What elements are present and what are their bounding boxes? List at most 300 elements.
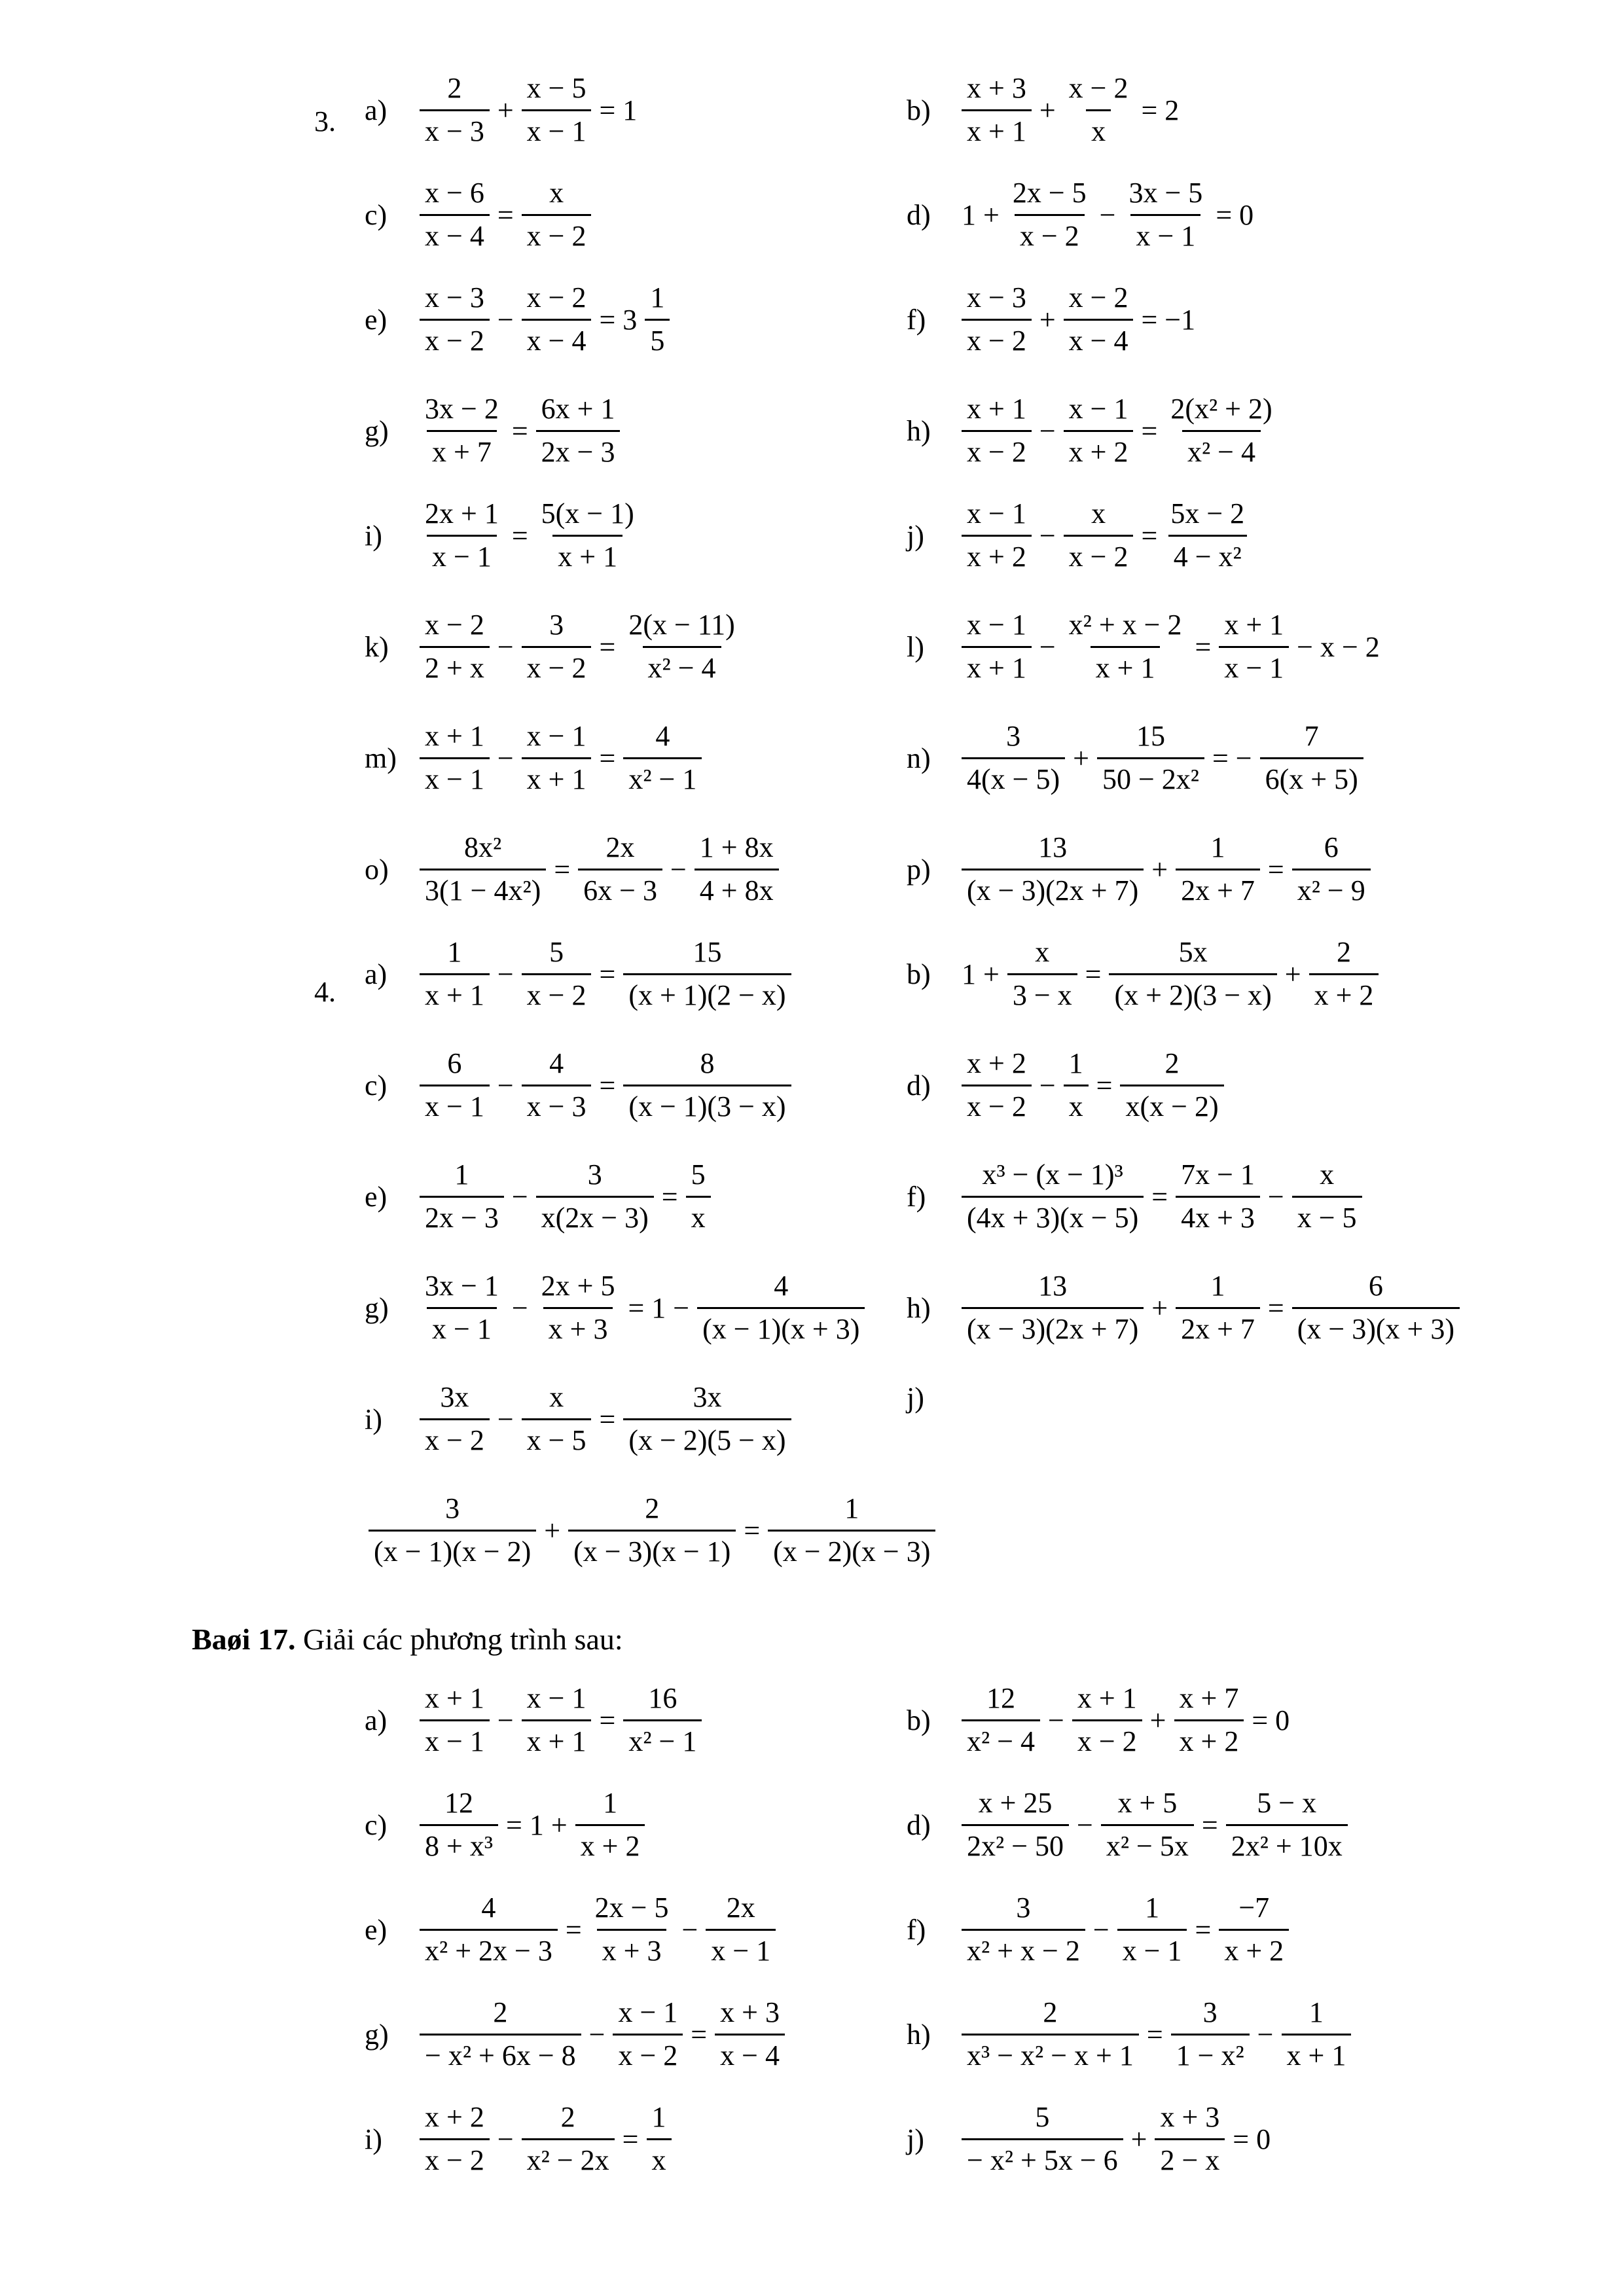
operator: + xyxy=(1284,958,1301,990)
operator: − xyxy=(497,958,514,990)
section3-problem xyxy=(365,497,643,573)
fraction xyxy=(522,609,592,685)
numerator: −7 xyxy=(1238,1892,1270,1924)
denominator: 6x − 3 xyxy=(578,869,662,908)
problem-label: h) xyxy=(907,414,931,447)
fraction xyxy=(962,1787,1069,1863)
denominator: x + 1 xyxy=(420,973,490,1013)
fraction xyxy=(1097,720,1204,796)
fraction xyxy=(647,2101,672,2177)
fraction xyxy=(962,1682,1040,1758)
fraction xyxy=(420,1682,490,1758)
numerator: 5x − 2 xyxy=(1170,497,1245,529)
section3-problem xyxy=(907,72,1183,148)
numerator: x + 1 xyxy=(425,1682,484,1714)
fraction xyxy=(1292,831,1371,907)
denominator: x − 2 xyxy=(420,2138,490,2178)
equation xyxy=(416,72,641,148)
operator: = xyxy=(511,519,528,552)
fraction xyxy=(962,497,1032,573)
fraction xyxy=(522,72,592,148)
problem-label: f) xyxy=(907,1180,926,1213)
numerator: x + 2 xyxy=(967,1047,1026,1079)
section4-problem xyxy=(365,1381,795,1457)
fraction xyxy=(420,281,490,357)
fraction xyxy=(962,2101,1123,2177)
equation xyxy=(958,1682,1293,1758)
numerator: x − 5 xyxy=(526,72,586,104)
operator: = xyxy=(1201,1808,1218,1841)
operator: − xyxy=(1039,630,1056,663)
fraction xyxy=(420,177,490,253)
equation xyxy=(416,1892,780,1967)
fraction xyxy=(578,831,662,907)
fraction xyxy=(962,609,1032,685)
fraction xyxy=(962,1047,1032,1123)
fraction xyxy=(536,393,621,469)
section4-problem xyxy=(365,1047,795,1123)
numerator: 4 xyxy=(655,720,670,752)
operator: = 2 xyxy=(1141,94,1180,126)
numerator: x − 6 xyxy=(425,177,484,209)
denominator: 5 xyxy=(645,319,670,358)
denominator: x(x − 2) xyxy=(1120,1085,1223,1124)
equation xyxy=(416,1270,869,1346)
problem-label: m) xyxy=(365,742,397,774)
denominator: x + 1 xyxy=(962,646,1032,685)
fraction xyxy=(623,609,740,685)
numerator: 5 xyxy=(691,1158,706,1191)
fraction xyxy=(962,1996,1139,2072)
denominator: (x − 3)(2x + 7) xyxy=(962,869,1144,908)
operator: = xyxy=(511,414,528,447)
numerator: 1 xyxy=(1210,1270,1225,1302)
fraction xyxy=(420,497,504,573)
section4-problem xyxy=(907,1270,1464,1346)
operator: = − xyxy=(1212,742,1252,774)
section4-problem-j-equation xyxy=(365,1492,939,1568)
denominator: x + 3 xyxy=(597,1929,667,1968)
numerator: 12 xyxy=(444,1787,473,1819)
denominator: x xyxy=(647,2138,672,2178)
operator: = xyxy=(1096,1069,1113,1102)
numerator: 3 xyxy=(1016,1892,1031,1924)
operator: + xyxy=(1149,1704,1166,1736)
section3-problem xyxy=(907,720,1367,796)
operator: = 1 + xyxy=(506,1808,568,1841)
operator: − x − 2 xyxy=(1297,630,1380,663)
denominator: 4x + 3 xyxy=(1176,1196,1260,1235)
section17-problem xyxy=(365,1682,706,1758)
operator: + xyxy=(1151,1291,1168,1324)
denominator: 6(x + 5) xyxy=(1260,757,1363,797)
fraction xyxy=(420,1996,581,2072)
operator: + xyxy=(1073,742,1089,774)
denominator: x² − 2x xyxy=(522,2138,615,2178)
numerator: 2 xyxy=(1164,1047,1180,1079)
operator: − xyxy=(497,1704,514,1736)
denominator: x² − 4 xyxy=(1182,430,1261,469)
section17-problem xyxy=(907,1892,1293,1967)
numerator: 2x xyxy=(726,1892,755,1924)
denominator: x + 1 xyxy=(552,535,623,574)
denominator: 1 − x² xyxy=(1171,2034,1250,2073)
operator: = xyxy=(599,1403,616,1435)
section4-problem xyxy=(907,1047,1228,1123)
problem-label: g) xyxy=(365,414,389,447)
numerator: 2 xyxy=(645,1492,660,1524)
equation xyxy=(416,936,795,1012)
equation xyxy=(958,1892,1293,1967)
numerator: 13 xyxy=(1038,1270,1068,1302)
fraction xyxy=(962,720,1065,796)
problem-label: l) xyxy=(907,630,924,663)
exercise-heading-bold: Baøi 17. xyxy=(192,1623,296,1656)
operator: + xyxy=(1151,853,1168,886)
denominator: x − 1 xyxy=(420,1085,490,1124)
numerator: 2 xyxy=(1336,936,1351,968)
numerator: 13 xyxy=(1038,831,1068,863)
numerator: 7 xyxy=(1304,720,1319,752)
denominator: x + 1 xyxy=(522,757,592,797)
operator: = xyxy=(554,853,571,886)
denominator: x − 1 xyxy=(1130,214,1200,253)
numerator: 15 xyxy=(693,936,722,968)
fraction xyxy=(1064,609,1187,685)
fraction xyxy=(575,1787,645,1863)
fraction xyxy=(420,2101,490,2177)
denominator: x² + 2x − 3 xyxy=(420,1929,558,1968)
equation xyxy=(416,1682,706,1758)
section-3-number: 3. xyxy=(314,105,336,137)
equation xyxy=(416,2101,676,2177)
numerator: x + 3 xyxy=(720,1996,780,2028)
numerator: 1 xyxy=(844,1492,859,1524)
numerator: 1 xyxy=(650,281,665,314)
fraction xyxy=(1064,393,1134,469)
fraction xyxy=(420,831,546,907)
operator: = xyxy=(599,958,616,990)
denominator: 4 − x² xyxy=(1168,535,1247,574)
fraction xyxy=(1007,177,1092,253)
equation xyxy=(416,1996,789,2072)
operator: = xyxy=(622,2123,639,2155)
fraction xyxy=(623,1682,702,1758)
numerator: 3x xyxy=(440,1381,469,1413)
problem-label: n) xyxy=(907,742,931,774)
numerator: 2(x − 11) xyxy=(628,609,735,641)
denominator: x(2x − 3) xyxy=(536,1196,654,1235)
section17-problem xyxy=(907,2101,1274,2177)
numerator: x − 1 xyxy=(526,720,586,752)
fraction xyxy=(1064,497,1134,573)
denominator: x − 1 xyxy=(706,1929,776,1968)
fraction xyxy=(1176,831,1260,907)
numerator: x + 25 xyxy=(978,1787,1053,1819)
operator: − xyxy=(1039,519,1056,552)
problem-label: g) xyxy=(365,2018,389,2051)
numerator: 3 xyxy=(445,1492,460,1524)
operator: = xyxy=(599,1069,616,1102)
section4-problem xyxy=(365,936,795,1012)
numerator: 3x xyxy=(693,1381,722,1413)
numerator: x² + x − 2 xyxy=(1068,609,1182,641)
denominator: 2 + x xyxy=(420,646,490,685)
numerator: x − 2 xyxy=(1068,281,1128,314)
denominator: x + 1 xyxy=(962,109,1032,149)
fraction xyxy=(1165,497,1250,573)
numerator: x + 3 xyxy=(967,72,1026,104)
numerator: 5 − x xyxy=(1257,1787,1317,1819)
operator: − xyxy=(497,1403,514,1435)
denominator: x − 4 xyxy=(522,319,592,358)
denominator: x − 1 xyxy=(427,1307,497,1346)
fraction xyxy=(1120,1047,1223,1123)
denominator: x − 3 xyxy=(522,1085,592,1124)
denominator: (x − 1)(x + 3) xyxy=(697,1307,865,1346)
operator: = 0 xyxy=(1216,198,1254,231)
denominator: x + 2 xyxy=(575,1824,645,1863)
section3-problem xyxy=(365,393,624,469)
fraction xyxy=(420,609,490,685)
fraction xyxy=(1260,720,1363,796)
numerator: 8 xyxy=(700,1047,715,1079)
operator: 1 + xyxy=(962,198,1000,231)
numerator: x + 7 xyxy=(1179,1682,1239,1714)
problem-label: j) xyxy=(907,1382,924,1414)
numerator: 3x − 2 xyxy=(425,393,499,425)
fraction xyxy=(613,1996,683,2072)
numerator: x xyxy=(1091,497,1106,529)
fraction xyxy=(568,1492,736,1568)
problem-label: e) xyxy=(365,1913,388,1946)
fraction xyxy=(1117,1892,1187,1967)
fraction xyxy=(962,1158,1144,1234)
denominator: 8 + x³ xyxy=(420,1824,498,1863)
section17-problem xyxy=(365,1787,649,1863)
numerator: x − 1 xyxy=(1068,393,1128,425)
numerator: 4 xyxy=(549,1047,564,1079)
numerator: 6 xyxy=(447,1047,462,1079)
fraction xyxy=(715,1996,785,2072)
operator: = xyxy=(1195,1913,1212,1946)
fraction xyxy=(1007,936,1077,1012)
equation xyxy=(958,497,1254,573)
fraction xyxy=(1171,1996,1250,2072)
section-4-number: 4. xyxy=(314,976,336,1008)
operator: = xyxy=(1085,958,1102,990)
numerator: 3 xyxy=(1202,1996,1218,2028)
numerator: 2x xyxy=(605,831,635,863)
fraction xyxy=(695,831,779,907)
operator: = xyxy=(744,1514,761,1547)
numerator: x xyxy=(1320,1158,1335,1191)
fraction xyxy=(1226,1787,1348,1863)
operator: − xyxy=(1267,1180,1284,1213)
fraction xyxy=(962,1270,1144,1346)
equation xyxy=(958,831,1375,907)
denominator: x + 1 xyxy=(1091,646,1161,685)
numerator: 1 xyxy=(1308,1996,1324,2028)
problem-label: e) xyxy=(365,303,388,336)
operator: = xyxy=(599,742,616,774)
fraction xyxy=(420,720,490,796)
denominator: x + 2 xyxy=(1219,1929,1289,1968)
problem-label: c) xyxy=(365,1069,388,1102)
equation xyxy=(958,1047,1228,1123)
numerator: 6 xyxy=(1324,831,1339,863)
operator: − xyxy=(670,853,687,886)
fraction xyxy=(962,72,1032,148)
problem-label: a) xyxy=(365,1704,388,1736)
fraction xyxy=(420,1158,504,1234)
numerator: x + 3 xyxy=(1160,2101,1220,2133)
section3-problem xyxy=(907,497,1254,573)
operator: + xyxy=(497,94,514,126)
problem-label: a) xyxy=(365,94,388,126)
fraction xyxy=(536,497,640,573)
fraction xyxy=(420,393,504,469)
fraction xyxy=(522,2101,615,2177)
equation xyxy=(958,1158,1366,1234)
section4-problem xyxy=(907,1158,1366,1234)
fraction xyxy=(522,1381,592,1457)
operator: = 3 xyxy=(599,303,638,336)
denominator: x² − 9 xyxy=(1292,869,1371,908)
operator: − xyxy=(1039,1069,1056,1102)
fraction xyxy=(1155,2101,1225,2177)
equation xyxy=(958,2101,1274,2177)
section3-problem xyxy=(365,609,744,685)
fraction xyxy=(962,281,1032,357)
fraction xyxy=(1292,1158,1362,1234)
section17-problem xyxy=(907,1787,1352,1863)
denominator: x − 5 xyxy=(522,1418,592,1458)
operator: = 0 xyxy=(1233,2123,1271,2155)
denominator: (x + 1)(2 − x) xyxy=(623,973,791,1013)
operator: − xyxy=(1039,414,1056,447)
fraction xyxy=(420,72,490,148)
denominator: x + 1 xyxy=(522,1719,592,1759)
equation xyxy=(958,1996,1355,2072)
problem-label: e) xyxy=(365,1180,388,1213)
section3-problem xyxy=(365,831,783,907)
numerator: 12 xyxy=(986,1682,1015,1714)
equation xyxy=(416,720,706,796)
problem-label: o) xyxy=(365,853,389,886)
problem-label: p) xyxy=(907,853,931,886)
equation xyxy=(416,1787,649,1863)
denominator: 2x + 7 xyxy=(1176,869,1260,908)
denominator: x − 2 xyxy=(522,214,592,253)
equation xyxy=(958,720,1367,796)
equation xyxy=(958,281,1199,357)
denominator: x − 4 xyxy=(420,214,490,253)
operator: = xyxy=(1141,414,1158,447)
equation xyxy=(416,281,674,357)
denominator: (x + 2)(3 − x) xyxy=(1109,973,1276,1013)
denominator: x − 2 xyxy=(962,319,1032,358)
fraction xyxy=(1219,1892,1289,1967)
denominator: 2x² − 50 xyxy=(962,1824,1069,1863)
operator: + xyxy=(1039,303,1056,336)
denominator: x − 2 xyxy=(1015,214,1085,253)
problem-label: h) xyxy=(907,2018,931,2051)
denominator: x − 1 xyxy=(1219,646,1289,685)
numerator: 6 xyxy=(1368,1270,1383,1302)
numerator: 1 + 8x xyxy=(699,831,774,863)
operator: − xyxy=(588,2018,605,2051)
denominator: x + 2 xyxy=(1064,430,1134,469)
denominator: x − 5 xyxy=(1292,1196,1362,1235)
operator: − xyxy=(1048,1704,1064,1736)
denominator: x² − 1 xyxy=(623,1719,702,1759)
problem-label: i) xyxy=(365,2123,382,2155)
section4-problem xyxy=(365,1270,869,1346)
fraction xyxy=(420,1381,490,1457)
operator: − xyxy=(497,2123,514,2155)
fraction xyxy=(962,393,1032,469)
numerator: 1 xyxy=(1068,1047,1083,1079)
problem-label: b) xyxy=(907,94,931,126)
numerator: x xyxy=(549,177,564,209)
numerator: 2 xyxy=(1043,1996,1058,2028)
operator: − xyxy=(497,303,514,336)
numerator: 1 xyxy=(447,936,462,968)
denominator: 2x − 3 xyxy=(420,1196,504,1235)
numerator: 5x xyxy=(1178,936,1208,968)
fraction xyxy=(522,281,592,357)
fraction xyxy=(1072,1682,1142,1758)
equation xyxy=(958,1270,1464,1346)
denominator: x + 2 xyxy=(962,535,1032,574)
denominator: x − 2 xyxy=(613,2034,683,2073)
fraction xyxy=(536,1158,654,1234)
problem-label: b) xyxy=(907,958,931,990)
problem-label: f) xyxy=(907,1913,926,1946)
equation xyxy=(958,177,1257,253)
denominator: 2 − x xyxy=(1155,2138,1225,2178)
section17-problem xyxy=(907,1682,1293,1758)
numerator: 2x − 5 xyxy=(594,1892,669,1924)
numerator: 5(x − 1) xyxy=(541,497,634,529)
fraction xyxy=(1219,609,1289,685)
problem-label: k) xyxy=(365,630,389,663)
denominator: 4(x − 5) xyxy=(962,757,1065,797)
exercise-heading xyxy=(192,1622,623,1657)
fraction xyxy=(536,1270,621,1346)
denominator: (x − 2)(5 − x) xyxy=(623,1418,791,1458)
fraction xyxy=(697,1270,865,1346)
section3-problem xyxy=(907,177,1257,253)
fraction xyxy=(645,281,670,357)
denominator: x + 1 xyxy=(1282,2034,1352,2073)
denominator: x² − 5x xyxy=(1101,1824,1194,1863)
numerator: 1 xyxy=(1210,831,1225,863)
problem-label: c) xyxy=(365,198,388,231)
numerator: 7x − 1 xyxy=(1181,1158,1255,1191)
fraction xyxy=(623,1381,791,1457)
equation xyxy=(416,1047,795,1123)
numerator: x − 1 xyxy=(526,1682,586,1714)
equation xyxy=(416,831,783,907)
equation xyxy=(958,936,1382,1012)
denominator: x xyxy=(686,1196,711,1235)
operator: = xyxy=(497,198,514,231)
numerator: 16 xyxy=(648,1682,677,1714)
problem-label: d) xyxy=(907,1808,931,1841)
fraction xyxy=(420,1787,498,1863)
